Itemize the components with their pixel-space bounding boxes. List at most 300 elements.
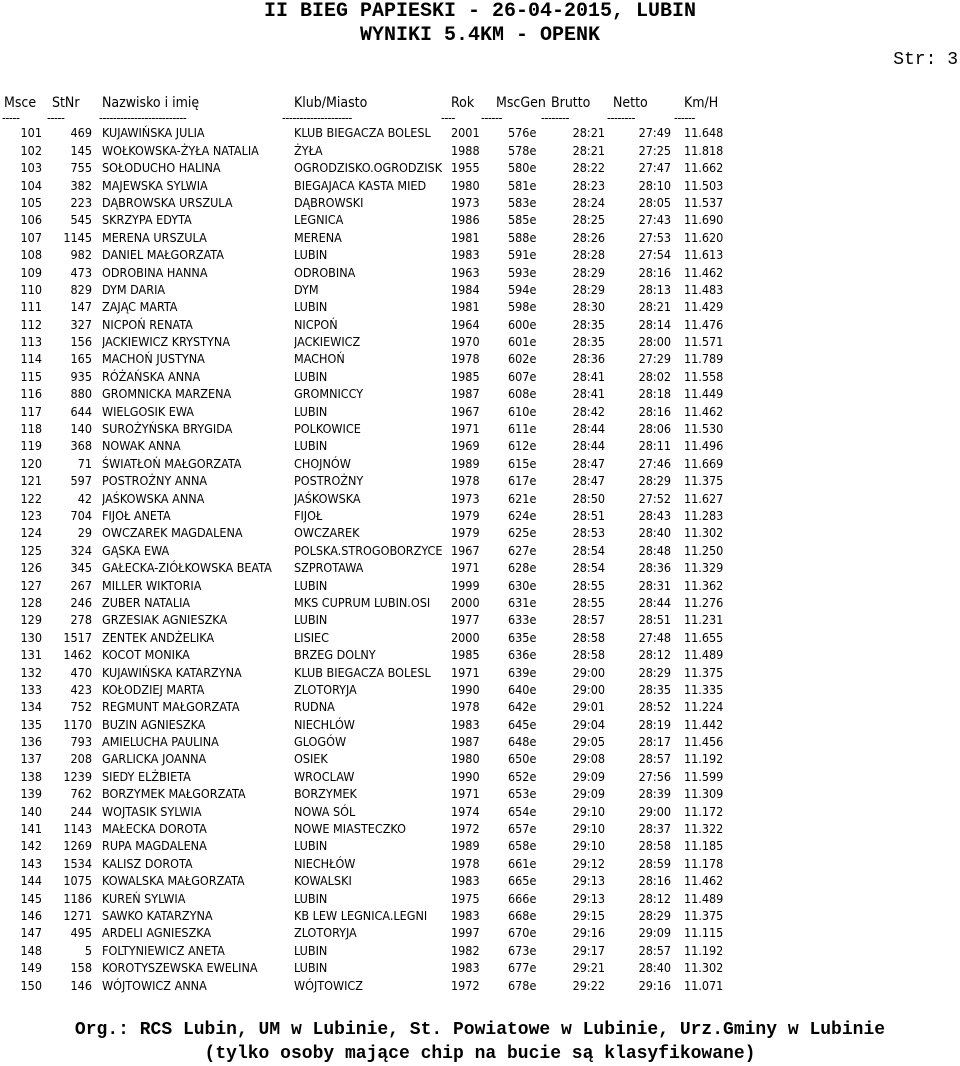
cell-gen-place: 601e [508,334,537,350]
cell-gross-time: 29:17 [572,942,605,958]
cell-gen-place: 625e [508,525,537,541]
cell-place: 129 [20,612,42,628]
cell-bib: 71 [77,455,92,471]
cell-gen-place: 612e [508,438,537,454]
cell-name: GARLICKA JOANNA [102,751,207,767]
results-table [0,95,960,994]
cell-year: 1981 [451,229,480,245]
cell-gross-time: 28:42 [572,403,605,419]
cell-bib: 880 [70,386,92,402]
cell-net-time: 27:49 [638,125,671,141]
cell-net-time: 28:57 [638,751,671,767]
cell-club: LUBIN [294,890,328,906]
table-row [0,420,960,437]
classification-note: (tylko osoby mające chip na bucie są klasyfikowane) [204,1044,756,1064]
cell-speed: 11.192 [684,751,724,767]
col-header-netto: Netto [613,95,648,111]
cell-gen-place: 594e [508,281,537,297]
cell-gross-time: 28:53 [572,525,605,541]
cell-club: POLKOWICE [294,421,361,437]
cell-place: 105 [20,194,42,210]
cell-gen-place: 630e [508,577,537,593]
cell-bib: 368 [70,438,92,454]
cell-gross-time: 28:28 [572,247,605,263]
cell-place: 136 [20,734,42,750]
cell-gross-time: 28:24 [572,194,605,210]
cell-place: 146 [20,907,42,923]
cell-place: 118 [20,421,42,437]
cell-gross-time: 29:13 [572,890,605,906]
cell-year: 1985 [451,647,480,663]
cell-name: ZENTEK ANDŻELIKA [102,629,215,645]
cell-net-time: 27:46 [638,455,671,471]
cell-gen-place: 608e [508,386,537,402]
cell-place: 128 [20,594,42,610]
table-header [0,95,960,112]
separator-mscgen: ------ [481,112,502,125]
cell-speed: 11.496 [684,438,724,454]
cell-club: MACHOŃ [294,351,345,367]
table-row [0,159,960,176]
table-row [0,837,960,854]
cell-place: 103 [20,160,42,176]
separator-netto: -------- [607,112,635,125]
cell-gross-time: 29:22 [572,977,605,993]
cell-place: 130 [20,629,42,645]
cell-club: LUBIN [294,403,328,419]
cell-club: KB LEW LEGNICA.LEGNI [294,907,428,923]
cell-year: 1972 [451,977,480,993]
cell-club: FIJOŁ [294,507,323,523]
cell-bib: 1170 [63,716,92,732]
table-row [0,890,960,907]
cell-gross-time: 28:21 [572,142,605,158]
cell-net-time: 28:35 [638,681,671,697]
cell-speed: 11.172 [684,803,724,819]
cell-year: 1978 [451,855,480,871]
cell-place: 148 [20,942,42,958]
cell-place: 125 [20,542,42,558]
cell-speed: 11.669 [684,455,724,471]
cell-speed: 11.185 [684,838,724,854]
cell-gross-time: 28:41 [572,368,605,384]
header-separator [0,112,960,124]
cell-club: LUBIN [294,299,328,315]
cell-speed: 11.789 [684,351,724,367]
col-header-name: Nazwisko i imię [102,95,200,111]
cell-net-time: 28:43 [638,507,671,523]
cell-club: LUBIN [294,942,328,958]
cell-net-time: 28:37 [638,821,671,837]
cell-net-time: 28:21 [638,299,671,315]
cell-place: 115 [20,368,42,384]
cell-name: SOŁODUCHO HALINA [102,160,221,176]
cell-net-time: 28:13 [638,281,671,297]
cell-place: 102 [20,142,42,158]
cell-bib: 704 [70,507,92,523]
cell-net-time: 27:29 [638,351,671,367]
cell-place: 134 [20,699,42,715]
table-row [0,629,960,646]
table-row [0,716,960,733]
table-row [0,177,960,194]
table-row [0,507,960,524]
cell-club: JACKIEWICZ [294,334,361,350]
cell-bib: 158 [70,960,92,976]
cell-speed: 11.329 [684,560,724,576]
cell-gen-place: 640e [508,681,537,697]
cell-club: NIECHŁÓW [294,855,356,871]
cell-net-time: 27:47 [638,160,671,176]
cell-year: 1981 [451,299,480,315]
cell-place: 139 [20,786,42,802]
col-header-year: Rok [451,95,475,111]
cell-place: 140 [20,803,42,819]
cell-place: 122 [20,490,42,506]
cell-name: ODROBINA HANNA [102,264,208,280]
cell-club: LUBIN [294,960,328,976]
table-row [0,594,960,611]
cell-year: 1979 [451,507,480,523]
cell-club: LUBIN [294,438,328,454]
cell-speed: 11.530 [684,421,724,437]
table-body [0,124,960,994]
cell-name: BUZIN AGNIESZKA [102,716,206,732]
cell-year: 1987 [451,386,480,402]
cell-net-time: 28:57 [638,942,671,958]
cell-name: KOWALSKA MAŁGORZATA [102,873,245,889]
cell-net-time: 28:14 [638,316,671,332]
cell-bib: 147 [70,299,92,315]
cell-place: 145 [20,890,42,906]
cell-name: KUJAWIŃSKA JULIA [102,125,205,141]
table-row [0,194,960,211]
cell-speed: 11.613 [684,247,724,263]
cell-place: 111 [20,299,42,315]
table-row [0,681,960,698]
cell-year: 1982 [451,942,480,958]
cell-speed: 11.503 [684,177,724,193]
cell-year: 2001 [451,125,480,141]
cell-gross-time: 29:09 [572,786,605,802]
table-row [0,664,960,681]
cell-gross-time: 28:44 [572,421,605,437]
cell-speed: 11.648 [684,125,724,141]
cell-bib: 982 [70,247,92,263]
cell-gross-time: 28:29 [572,264,605,280]
cell-gen-place: 635e [508,629,537,645]
cell-gen-place: 678e [508,977,537,993]
cell-net-time: 28:16 [638,264,671,280]
cell-bib: 324 [70,542,92,558]
cell-speed: 11.375 [684,907,724,923]
cell-gross-time: 28:47 [572,455,605,471]
cell-gen-place: 642e [508,699,537,715]
cell-club: LUBIN [294,368,328,384]
cell-club: ZLOTORYJA [294,681,357,697]
cell-net-time: 28:19 [638,716,671,732]
cell-net-time: 28:39 [638,786,671,802]
organizers-footer: Org.: RCS Lubin, UM w Lubinie, St. Powiatowe w Lubinie, Urz.Gminy w Lubinie [74,1020,886,1040]
cell-speed: 11.462 [684,403,724,419]
cell-gen-place: 593e [508,264,537,280]
cell-gen-place: 661e [508,855,537,871]
cell-club: LUBIN [294,247,328,263]
cell-gross-time: 28:29 [572,281,605,297]
cell-club: GROMNICCY [294,386,364,402]
results-subtitle: WYNIKI 5.4KM - OPENK [359,24,601,47]
table-row [0,124,960,141]
cell-club: OWCZAREK [294,525,360,541]
cell-name: DANIEL MAŁGORZATA [102,247,224,263]
cell-bib: 423 [70,681,92,697]
cell-bib: 146 [70,977,92,993]
cell-year: 1967 [451,542,480,558]
cell-bib: 246 [70,594,92,610]
cell-speed: 11.429 [684,299,724,315]
table-row [0,490,960,507]
table-row [0,820,960,837]
cell-year: 1983 [451,247,480,263]
table-row [0,855,960,872]
cell-speed: 11.449 [684,386,724,402]
cell-place: 124 [20,525,42,541]
cell-club: RUDNA [294,699,335,715]
cell-speed: 11.071 [684,977,724,993]
cell-gross-time: 29:10 [572,821,605,837]
cell-speed: 11.442 [684,716,724,732]
cell-name: DĄBROWSKA URSZULA [102,194,233,210]
cell-gross-time: 28:22 [572,160,605,176]
cell-gross-time: 29:00 [572,681,605,697]
cell-bib: 1462 [63,647,92,663]
col-header-mscgen: MscGen [496,95,546,111]
cell-gen-place: 658e [508,838,537,854]
cell-gross-time: 28:30 [572,299,605,315]
cell-gen-place: 581e [508,177,537,193]
table-row [0,872,960,889]
cell-place: 135 [20,716,42,732]
cell-year: 1985 [451,368,480,384]
cell-club: ODROBINA [294,264,356,280]
cell-year: 1978 [451,351,480,367]
separator-msce: ----- [2,112,20,125]
cell-gen-place: 578e [508,142,537,158]
cell-speed: 11.662 [684,160,724,176]
cell-name: WOJTASIK SYLWIA [102,803,202,819]
cell-net-time: 28:36 [638,560,671,576]
cell-year: 1999 [451,577,480,593]
cell-gen-place: 600e [508,316,537,332]
cell-name: SIEDY ELŻBIETA [102,768,191,784]
cell-name: RÓŻAŃSKA ANNA [102,368,201,384]
cell-gross-time: 28:25 [572,212,605,228]
cell-name: ARDELI AGNIESZKA [102,925,212,941]
cell-gross-time: 28:23 [572,177,605,193]
cell-club: NICPOŃ [294,316,338,332]
table-row [0,803,960,820]
cell-net-time: 27:56 [638,768,671,784]
cell-club: ŻYŁA [294,142,323,158]
page-number: Str: 3 [893,50,958,70]
table-row [0,281,960,298]
cell-gen-place: 666e [508,890,537,906]
table-row [0,316,960,333]
cell-name: JAŚKOWSKA ANNA [102,490,205,506]
cell-bib: 156 [70,334,92,350]
cell-speed: 11.571 [684,334,724,350]
cell-net-time: 28:58 [638,838,671,854]
cell-net-time: 28:00 [638,334,671,350]
cell-net-time: 27:43 [638,212,671,228]
table-row [0,472,960,489]
cell-net-time: 28:12 [638,647,671,663]
cell-gross-time: 28:50 [572,490,605,506]
cell-name: JACKIEWICZ KRYSTYNA [102,334,231,350]
cell-gen-place: 657e [508,821,537,837]
table-row [0,977,960,994]
cell-gen-place: 627e [508,542,537,558]
cell-gross-time: 29:10 [572,838,605,854]
cell-name: BORZYMEK MAŁGORZATA [102,786,246,802]
cell-club: NOWE MIASTECZKO [294,821,406,837]
cell-bib: 208 [70,751,92,767]
cell-club: LUBIN [294,612,328,628]
cell-year: 1977 [451,612,480,628]
cell-place: 108 [20,247,42,263]
cell-gross-time: 29:01 [572,699,605,715]
cell-net-time: 28:29 [638,473,671,489]
cell-bib: 244 [70,803,92,819]
separator-year: ---- [441,112,455,125]
page-title: II BIEG PAPIESKI - 26-04-2015, LUBIN [263,0,697,23]
cell-speed: 11.599 [684,768,724,784]
cell-net-time: 28:52 [638,699,671,715]
cell-club: DYM [294,281,319,297]
cell-gross-time: 29:12 [572,855,605,871]
cell-bib: 752 [70,699,92,715]
cell-name: ZAJĄC MARTA [102,299,178,315]
cell-speed: 11.335 [684,681,724,697]
cell-place: 127 [20,577,42,593]
cell-bib: 140 [70,421,92,437]
cell-club: ZLOTORYJA [294,925,357,941]
cell-club: JAŚKOWSKA [294,490,361,506]
cell-gen-place: 653e [508,786,537,802]
cell-year: 1973 [451,490,480,506]
cell-net-time: 28:06 [638,421,671,437]
cell-year: 2000 [451,594,480,610]
cell-gross-time: 28:44 [572,438,605,454]
cell-year: 1983 [451,716,480,732]
cell-gross-time: 28:54 [572,542,605,558]
cell-club: KLUB BIEGACZA BOLESL [294,664,431,680]
cell-place: 117 [20,403,42,419]
cell-net-time: 29:16 [638,977,671,993]
cell-name: MAŁECKA DOROTA [102,821,207,837]
cell-gen-place: 665e [508,873,537,889]
cell-club: OGRODZISKO.OGRODZISK [294,160,443,176]
cell-year: 1980 [451,177,480,193]
cell-net-time: 28:29 [638,664,671,680]
cell-speed: 11.375 [684,664,724,680]
cell-speed: 11.309 [684,786,724,802]
cell-year: 1971 [451,421,480,437]
cell-gen-place: 639e [508,664,537,680]
table-row [0,942,960,959]
cell-gen-place: 583e [508,194,537,210]
cell-bib: 145 [70,142,92,158]
cell-gen-place: 670e [508,925,537,941]
cell-gen-place: 652e [508,768,537,784]
cell-year: 2000 [451,629,480,645]
cell-gross-time: 28:47 [572,473,605,489]
col-header-msce: Msce [4,95,37,111]
cell-place: 101 [20,125,42,141]
cell-year: 1978 [451,699,480,715]
table-row [0,542,960,559]
table-row [0,559,960,576]
cell-place: 138 [20,768,42,784]
cell-speed: 11.620 [684,229,724,245]
cell-name: AMIELUCHA PAULINA [102,734,219,750]
cell-gen-place: 645e [508,716,537,732]
cell-bib: 470 [70,664,92,680]
cell-place: 107 [20,229,42,245]
cell-year: 1979 [451,525,480,541]
cell-gen-place: 633e [508,612,537,628]
cell-year: 1975 [451,890,480,906]
cell-club: CHOJNÓW [294,455,351,471]
cell-year: 1990 [451,768,480,784]
cell-bib: 165 [70,351,92,367]
cell-year: 1990 [451,681,480,697]
cell-speed: 11.283 [684,507,724,523]
cell-bib: 1075 [63,873,92,889]
table-row [0,698,960,715]
cell-gross-time: 28:55 [572,594,605,610]
cell-speed: 11.375 [684,473,724,489]
cell-gross-time: 28:21 [572,125,605,141]
cell-speed: 11.192 [684,942,724,958]
cell-name: GĄSKA EWA [102,542,170,558]
table-row [0,333,960,350]
cell-gross-time: 29:16 [572,925,605,941]
cell-bib: 345 [70,560,92,576]
cell-name: MACHOŃ JUSTYNA [102,351,205,367]
table-row [0,246,960,263]
cell-club: POSTROŻNY [294,473,364,489]
cell-speed: 11.627 [684,490,724,506]
table-row [0,455,960,472]
cell-net-time: 29:09 [638,925,671,941]
cell-name: GAŁECKA-ZIÓŁKOWSKA BEATA [102,560,272,576]
cell-name: KOŁODZIEJ MARTA [102,681,205,697]
cell-club: LISIEC [294,629,329,645]
cell-bib: 597 [70,473,92,489]
cell-place: 147 [20,925,42,941]
cell-place: 126 [20,560,42,576]
table-row [0,959,960,976]
cell-gross-time: 29:00 [572,664,605,680]
cell-net-time: 27:48 [638,629,671,645]
cell-club: WÓJTOWICZ [294,977,363,993]
cell-place: 133 [20,681,42,697]
cell-net-time: 27:53 [638,229,671,245]
table-row [0,437,960,454]
cell-club: GLOGÓW [294,734,347,750]
table-row [0,298,960,315]
